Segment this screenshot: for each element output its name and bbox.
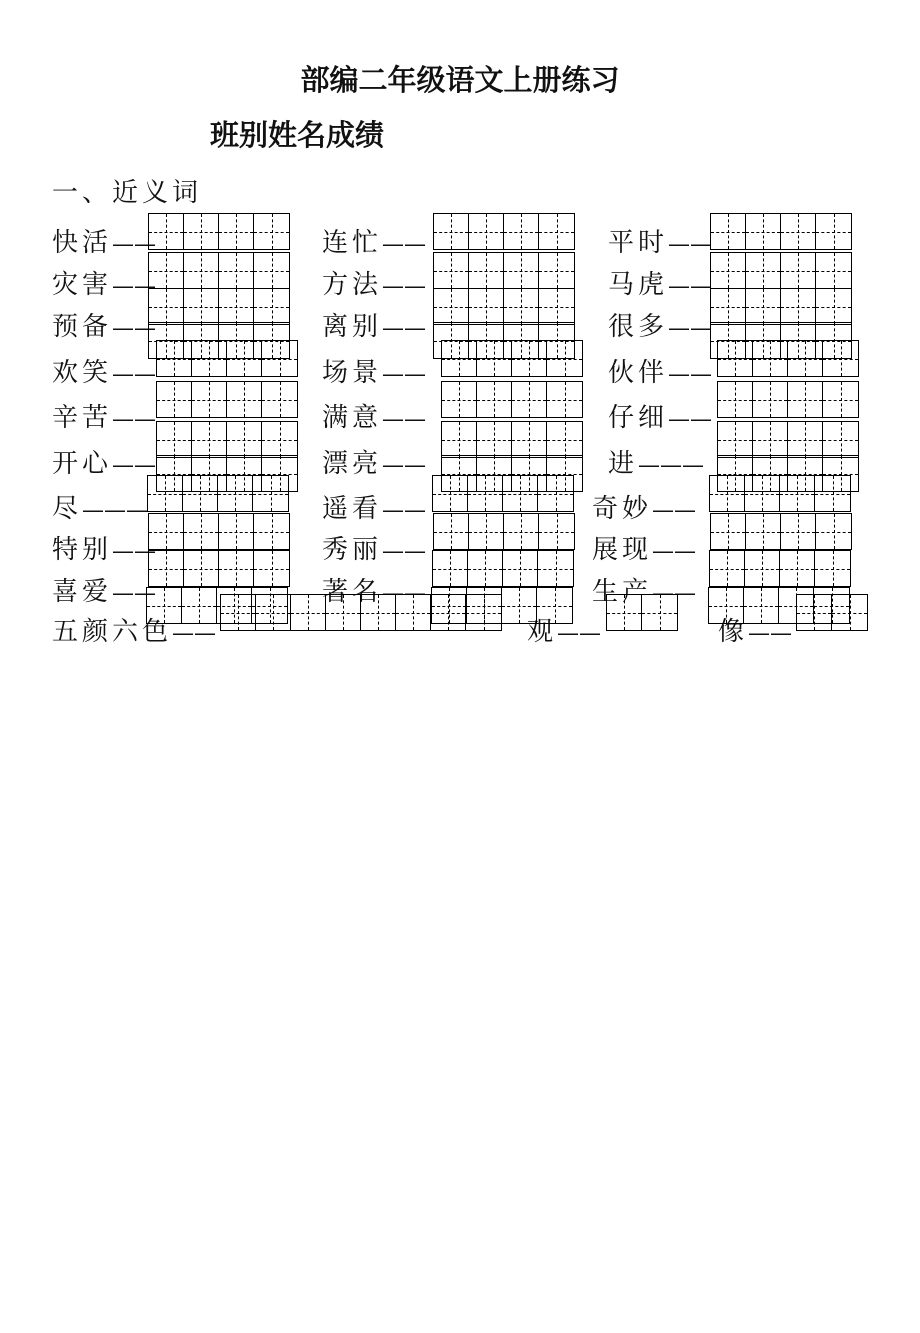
word-label: 像—— xyxy=(718,617,793,647)
word-label: 平时—— xyxy=(608,228,713,258)
word-label: 预备—— xyxy=(52,312,157,342)
word-label: 展现—— xyxy=(592,535,697,565)
answer-grid[interactable] xyxy=(717,421,859,458)
word-label: 进——— xyxy=(608,449,705,479)
word-label: 很多—— xyxy=(608,312,713,342)
word-label: 伙伴—— xyxy=(608,358,713,388)
answer-grid[interactable] xyxy=(717,340,859,377)
answer-grid[interactable] xyxy=(441,421,583,458)
word-label: 奇妙—— xyxy=(592,494,697,524)
word-label: 特别—— xyxy=(52,535,157,565)
answer-grid[interactable] xyxy=(156,340,298,377)
answer-grid-short[interactable] xyxy=(606,594,678,631)
answer-grid[interactable] xyxy=(433,213,575,250)
word-label: 场景—— xyxy=(322,358,427,388)
word-label: 开心—— xyxy=(52,449,157,479)
answer-grid[interactable] xyxy=(441,381,583,418)
answer-grid[interactable] xyxy=(433,513,575,550)
answer-grid[interactable] xyxy=(148,513,290,550)
answer-grid[interactable] xyxy=(717,381,859,418)
word-label: 马虎—— xyxy=(608,270,713,300)
word-label: 遥看—— xyxy=(322,494,427,524)
answer-grid[interactable] xyxy=(432,550,574,587)
answer-grid[interactable] xyxy=(432,475,574,512)
word-label: 方法—— xyxy=(322,270,427,300)
word-label: 离别—— xyxy=(322,312,427,342)
word-label: 生产—— xyxy=(592,577,697,607)
answer-grid[interactable] xyxy=(147,475,289,512)
answer-grid[interactable] xyxy=(148,213,290,250)
word-label: 著名—— xyxy=(322,577,427,607)
word-label: 辛苦—— xyxy=(52,403,157,433)
answer-grid[interactable] xyxy=(441,340,583,377)
answer-grid[interactable] xyxy=(156,381,298,418)
word-label: 秀丽—— xyxy=(322,535,427,565)
answer-grid[interactable] xyxy=(156,421,298,458)
answer-grid[interactable] xyxy=(148,550,290,587)
word-label: 仔细—— xyxy=(608,403,713,433)
answer-grid-short[interactable] xyxy=(796,594,868,631)
word-label: 连忙—— xyxy=(322,228,427,258)
answer-grid-long[interactable] xyxy=(220,594,502,631)
answer-grid[interactable] xyxy=(710,513,852,550)
word-label: 满意—— xyxy=(322,403,427,433)
page-title: 部编二年级语文上册练习 xyxy=(300,63,620,97)
word-label: 欢笑—— xyxy=(52,358,157,388)
section-heading: 一、近义词 xyxy=(52,178,203,208)
answer-grid[interactable] xyxy=(433,252,575,289)
word-label: 五颜六色—— xyxy=(52,617,217,647)
word-label: 漂亮—— xyxy=(322,449,427,479)
word-label: 尽——— xyxy=(52,494,149,524)
answer-grid[interactable] xyxy=(709,550,851,587)
answer-grid[interactable] xyxy=(710,213,852,250)
word-label: 喜爱—— xyxy=(52,577,157,607)
student-info-line: 班别姓名成绩 xyxy=(210,118,385,152)
answer-grid[interactable] xyxy=(710,252,852,289)
word-label: 快活—— xyxy=(52,228,157,258)
answer-grid[interactable] xyxy=(709,475,851,512)
word-label: 灾害—— xyxy=(52,270,157,300)
answer-grid[interactable] xyxy=(433,288,575,325)
word-label: 观—— xyxy=(527,617,602,647)
answer-grid[interactable] xyxy=(148,288,290,325)
answer-grid[interactable] xyxy=(148,252,290,289)
answer-grid[interactable] xyxy=(710,288,852,325)
